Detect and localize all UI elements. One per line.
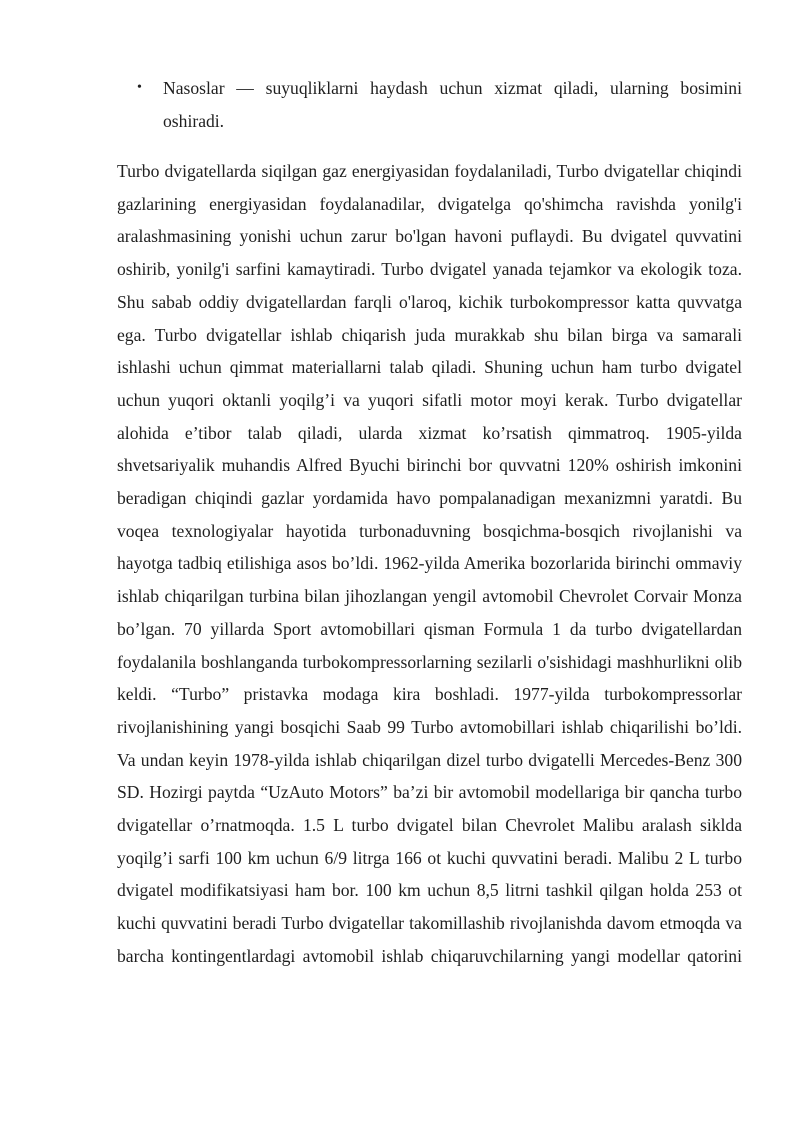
bullet-text: Nasoslar — suyuqliklarni haydash uchun xizmat qiladi, ularning bosimini oshiradi. xyxy=(163,78,742,131)
body-paragraph: Turbo dvigatellarda siqilgan gaz energiyasidan foydalaniladi, Turbo dvigatellar chiqindi gazlarining energiyasidan foydalanadilar, dvigatelga qo'shimcha ravishda yonilg'i aralashmasining yonishi uchun zarur bo'lgan havoni puflaydi. Bu dvigatel quvvatini oshirib, yonilg'i sarfini kamaytiradi. Turbo dvigatel yanada tejamkor va ekologik toza. Shu sabab oddiy dvigatellardan farqli o'laroq, kichik turbokompressor katta quvvatga ega. Turbo dvigatellar ishlab chiqarish juda murakkab shu bilan birga va samarali ishlashi uchun qimmat materiallarni talab qiladi. Shuning uchun ham turbo dvigatel uchun yuqori oktanli yoqilg’i va yuqori sifatli motor moyi kerak. Turbo dvigatellar alohida e’tibor talab qiladi, ularda xizmat ko’rsatish qimmatroq. 1905-yilda shvetsariyalik muhandis Alfred Byuchi birinchi bor quvvatni 120% oshirish imkonini beradigan chiqindi gazlar yordamida havo pompalanadigan mexanizmni yaratdi. Bu voqea texnologiyalar hayotida turbonaduvning bosqichma-bosqich rivojlanishi va hayotga tadbiq etilishiga asos bo’ldi. 1962-yilda Amerika bozorlarida birinchi ommaviy ishlab chiqarilgan turbina bilan jihozlangan yengil avtomobil Chevrolet Corvair Monza bo’lgan. 70 yillarda Sport avtomobillari qisman Formula 1 da turbo dvigatellardan foydalanila boshlanganda turbokompressorlarning sezilarli o'sishidagi mashhurlikni olib keldi. “Turbo” pristavka modaga kira boshladi. 1977-yilda turbokompressorlar rivojlanishining yangi bosqichi Saab 99 Turbo avtomobillari ishlab chiqarilishi bo’ldi. Va undan keyin 1978-yilda ishlab chiqarilgan dizel turbo dvigatelli Mercedes-Benz 300 SD. Hozirgi paytda “UzAuto Motors” ba’zi bir avtomobil modellariga bir qancha turbo dvigatellar o’rnatmoqda. 1.5 L turbo dvigatel bilan Chevrolet Malibu aralash siklda yoqilg’i sarfi 100 km uchun 6/9 litrga 166 ot kuchi quvvatini beradi. Malibu 2 L turbo dvigatel modifikatsiyasi ham bor. 100 km uchun 8,5 litrni tashkil qilgan holda 253 ot kuchi quvvatini beradi Turbo dvigatellar takomillashib rivojlanishda davom etmoqda va barcha kontingentlardagi avtomobil ishlab chiqaruvchilarning yangi modellar qatorini xyxy=(117,161,742,966)
bullet-list xyxy=(117,72,742,137)
bullet-item xyxy=(117,72,742,137)
bullet-dot-icon: • xyxy=(137,80,142,95)
